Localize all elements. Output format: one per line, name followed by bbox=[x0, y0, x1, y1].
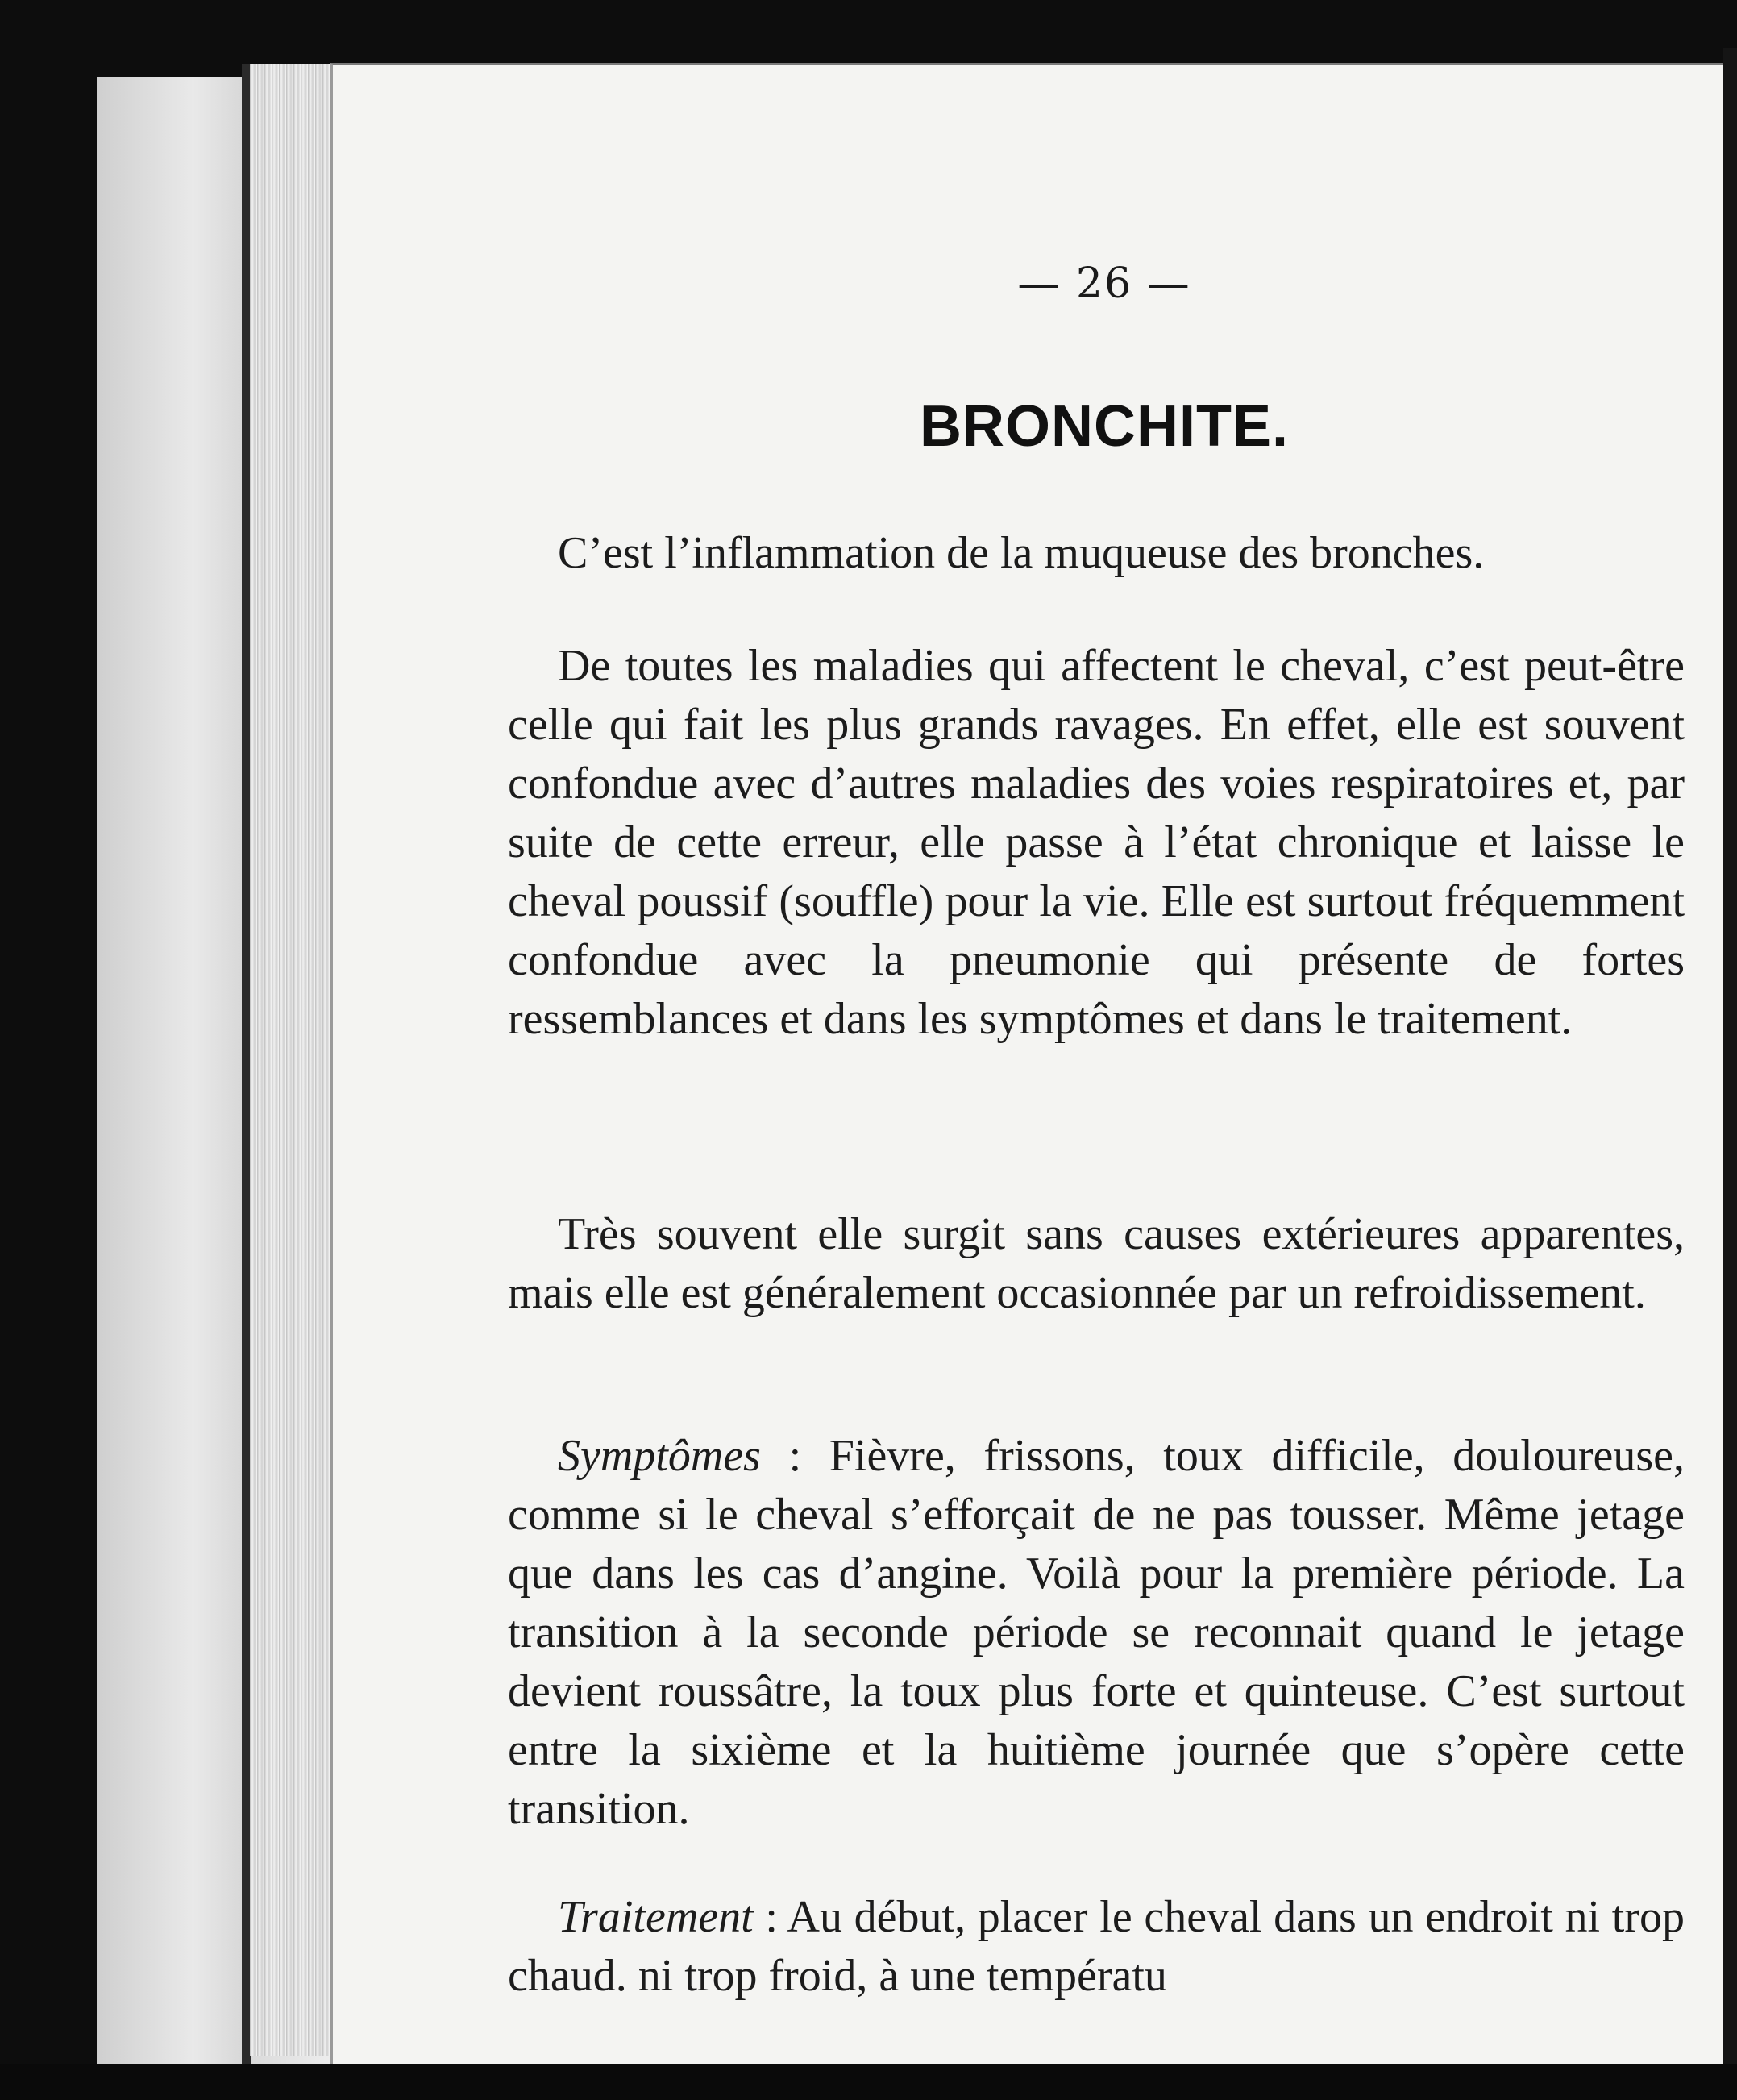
paragraph-symptoms bbox=[508, 1427, 1685, 1839]
paragraph-definition: C’est l’inflammation de la muqueuse des bronches. bbox=[558, 528, 1485, 578]
paragraph-overview: De toutes les maladies qui affectent le cheval, c’est peut-être celle qui fait les plus grands ravages. En effet, elle est souvent confondue avec d’autres maladies des voies respiratoires et, par suite de cette erreur, elle passe à l’état chronique et laisse le cheval poussif (souffle) pour la vie. Elle est surtout fréquemment confondue avec la pneumonie qui présente de fortes ressemblances et dans les symptômes et dans le traitement. bbox=[508, 641, 1685, 1044]
bottom-scan-edge bbox=[0, 2064, 1737, 2100]
symptoms-label: Symptômes bbox=[558, 1431, 761, 1481]
right-scan-edge bbox=[1723, 48, 1737, 2100]
paragraph-causes: Très souvent elle surgit sans causes extérieures apparentes, mais elle est généralement occasionnée par un refroidissement. bbox=[508, 1209, 1685, 1318]
symptoms-text: : Fièvre, frissons, toux difficile, douloureuse, comme si le cheval s’efforçait de ne pas tousser. Même jetage que dans les cas d’angine. Voilà pour la première période. La transition à la seconde période se reconnait quand le jetage devient roussâtre, la toux plus forte et quinteuse. C’est surtout entre la sixième et la huitième journée que s’opère cette transition. bbox=[508, 1431, 1685, 1834]
page-number: — 26 — bbox=[1017, 260, 1191, 308]
page-stack-lines bbox=[250, 64, 339, 2056]
treatment-label: Traitement bbox=[558, 1892, 754, 1942]
treatment-text: : Au début, placer le cheval dans un endroit ni trop chaud. ni trop froid, à une températu bbox=[508, 1892, 1685, 2001]
chapter-title: BRONCHITE. bbox=[920, 394, 1289, 459]
paragraph-treatment bbox=[508, 1888, 1685, 2006]
